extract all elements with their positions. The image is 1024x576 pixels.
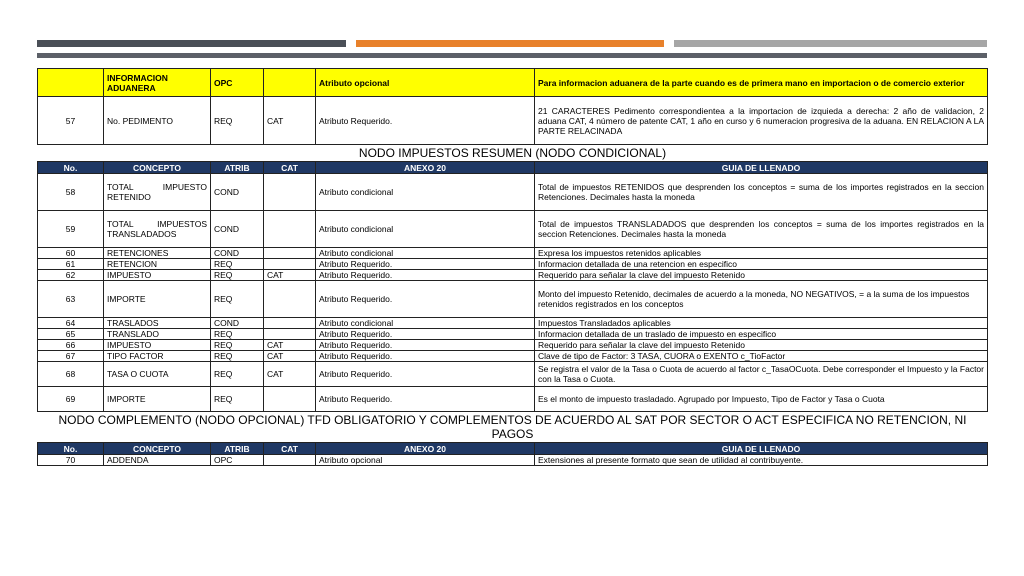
header-no: No. (38, 443, 104, 455)
cell-guia: Total de impuestos TRANSLADADOS que desprenden los conceptos = suma de los importes registrados en la seccion Retenciones. Decimales hasta la moneda (535, 211, 988, 248)
cell-guia: Requerido para señalar la clave del impuesto Retenido (535, 340, 988, 351)
cell-guia: Informacion detallada de una retencion en especifico (535, 259, 988, 270)
cell-anexo: Atributo Requerido. (316, 387, 535, 412)
cell-guia: Monto del impuesto Retenido, decimales de acuerdo a la moneda, NO NEGATIVOS, = a la suma de los impuestos retenidos registrados en los conceptos (535, 281, 988, 318)
cell-anexo: Atributo Requerido. (316, 340, 535, 351)
cell-guia: Extensiones al presente formato que sean de utilidad al contribuyente. (535, 455, 988, 466)
cell-cat: CAT (264, 351, 316, 362)
cell-no: 68 (38, 362, 104, 387)
cell-no: 70 (38, 455, 104, 466)
cell-anexo: Atributo Requerido. (316, 329, 535, 340)
cell-atrib: REQ (211, 329, 264, 340)
cell-guia: Expresa los impuestos retenidos aplicables (535, 248, 988, 259)
cell-cat (264, 455, 316, 466)
cell-cat: CAT (264, 97, 316, 145)
cell-atrib: REQ (211, 97, 264, 145)
header-guia: GUIA DE LLENADO (535, 443, 988, 455)
cell-no: 66 (38, 340, 104, 351)
cell-concepto: TRANSLADO (104, 329, 211, 340)
table-row (38, 248, 988, 259)
section-title-impuestos: NODO IMPUESTOS RESUMEN (NODO CONDICIONAL) (38, 145, 988, 162)
table-row (38, 455, 988, 466)
decorative-bar-underline (37, 53, 987, 58)
cell-concepto: ADDENDA (104, 455, 211, 466)
cell-cat (264, 259, 316, 270)
cell-no: 67 (38, 351, 104, 362)
cell-concepto: IMPORTE (104, 387, 211, 412)
table-row (38, 362, 988, 387)
header-atrib: ATRIB (211, 443, 264, 455)
cell-cat (264, 387, 316, 412)
table-row (38, 69, 988, 97)
cell-no: 63 (38, 281, 104, 318)
decorative-bar-orange (356, 40, 664, 47)
header-guia: GUIA DE LLENADO (535, 162, 988, 174)
cell-guia: Total de impuestos RETENIDOS que desprenden los conceptos = suma de los importes registrados en la seccion Retenciones. Decimales hasta la moneda (535, 174, 988, 211)
cell-anexo: Atributo opcional (316, 69, 535, 97)
table-row (38, 351, 988, 362)
column-header-row (38, 443, 988, 455)
cell-anexo: Atributo condicional (316, 318, 535, 329)
cell-atrib: REQ (211, 259, 264, 270)
cell-anexo: Atributo Requerido. (316, 259, 535, 270)
cell-cat (264, 329, 316, 340)
cell-concepto: IMPORTE (104, 281, 211, 318)
cell-anexo: Atributo condicional (316, 248, 535, 259)
cell-atrib: REQ (211, 270, 264, 281)
cell-concepto: RETENCION (104, 259, 211, 270)
table-row (38, 329, 988, 340)
cell-concepto: IMPUESTO (104, 270, 211, 281)
cell-guia: 21 CARACTERES Pedimento correspondientea a la importacion de izquieda a derecha: 2 año de validacion, 2 aduana CAT, 4 número de patente CAT, 1 año en curso y 6 numeracion progresiva de la aduana. EN RELACION A LA PARTE RELACINADA (535, 97, 988, 145)
cell-cat (264, 174, 316, 211)
decorative-bar-gray (674, 40, 987, 47)
cell-no: 57 (38, 97, 104, 145)
cell-guia: Requerido para señalar la clave del impuesto Retenido (535, 270, 988, 281)
cell-guia: Para informacion aduanera de la parte cuando es de primera mano en importacion o de comercio exterior (535, 69, 988, 97)
table-row (38, 97, 988, 145)
cell-no: 69 (38, 387, 104, 412)
cell-anexo: Atributo condicional (316, 174, 535, 211)
section-title-complemento: NODO COMPLEMENTO (NODO OPCIONAL) TFD OBLIGATORIO Y COMPLEMENTOS DE ACUERDO AL SAT POR SECTOR O ACT ESPECIFICA NO RETENCION, NI PAGOS (38, 412, 988, 443)
cell-atrib: OPC (211, 69, 264, 97)
cell-guia: Se registra el valor de la Tasa o Cuota de acuerdo al factor c_TasaOCuota. Debe corresponder el Impuesto y la Factor con la Tasa o Cuota. (535, 362, 988, 387)
cell-atrib: COND (211, 318, 264, 329)
cell-atrib: COND (211, 211, 264, 248)
cell-cat (264, 69, 316, 97)
cell-no: 60 (38, 248, 104, 259)
cell-atrib: REQ (211, 362, 264, 387)
table-row (38, 318, 988, 329)
cell-no: 64 (38, 318, 104, 329)
table-row (38, 211, 988, 248)
column-header-row (38, 162, 988, 174)
cell-concepto: TOTAL IMPUESTO RETENIDO (104, 174, 211, 211)
table-row (38, 281, 988, 318)
cell-concepto: IMPUESTO (104, 340, 211, 351)
cell-atrib: COND (211, 174, 264, 211)
decorative-bar-dark (37, 40, 346, 47)
cell-concepto: TOTAL IMPUESTOS TRANSLADADOS (104, 211, 211, 248)
cell-anexo: Atributo condicional (316, 211, 535, 248)
cell-no (38, 69, 104, 97)
header-concepto: CONCEPTO (104, 443, 211, 455)
cell-atrib: REQ (211, 340, 264, 351)
cell-concepto: TRASLADOS (104, 318, 211, 329)
cell-anexo: Atributo Requerido. (316, 97, 535, 145)
cell-no: 62 (38, 270, 104, 281)
cell-no: 61 (38, 259, 104, 270)
cell-cat: CAT (264, 270, 316, 281)
cell-concepto: TIPO FACTOR (104, 351, 211, 362)
cell-cat (264, 318, 316, 329)
cell-anexo: Atributo Requerido. (316, 281, 535, 318)
cell-anexo: Atributo opcional (316, 455, 535, 466)
cell-atrib: OPC (211, 455, 264, 466)
cell-atrib: REQ (211, 351, 264, 362)
header-anexo: ANEXO 20 (316, 443, 535, 455)
table-row (38, 174, 988, 211)
cell-concepto: No. PEDIMENTO (104, 97, 211, 145)
cell-cat (264, 248, 316, 259)
cfdi-guide-table (37, 68, 988, 466)
cell-no: 65 (38, 329, 104, 340)
header-atrib: ATRIB (211, 162, 264, 174)
header-concepto: CONCEPTO (104, 162, 211, 174)
cell-concepto: RETENCIONES (104, 248, 211, 259)
cell-cat (264, 211, 316, 248)
cell-cat (264, 281, 316, 318)
section-title-row (38, 145, 988, 162)
table-row (38, 259, 988, 270)
cell-guia: Impuestos Transladados aplicables (535, 318, 988, 329)
cell-concepto: TASA O CUOTA (104, 362, 211, 387)
cell-atrib: COND (211, 248, 264, 259)
cell-anexo: Atributo Requerido. (316, 351, 535, 362)
cell-atrib: REQ (211, 387, 264, 412)
section-title-row (38, 412, 988, 443)
cell-no: 59 (38, 211, 104, 248)
cell-guia: Informacion detallada de un traslado de impuesto en especifico (535, 329, 988, 340)
cell-cat: CAT (264, 340, 316, 351)
table-row (38, 387, 988, 412)
cell-anexo: Atributo Requerido. (316, 270, 535, 281)
cell-cat: CAT (264, 362, 316, 387)
cell-anexo: Atributo Requerido. (316, 362, 535, 387)
header-no: No. (38, 162, 104, 174)
cell-guia: Es el monto de impuesto trasladado. Agrupado por Impuesto, Tipo de Factor y Tasa o Cuota (535, 387, 988, 412)
cell-concepto: INFORMACION ADUANERA (104, 69, 211, 97)
table-row (38, 340, 988, 351)
header-anexo: ANEXO 20 (316, 162, 535, 174)
header-cat: CAT (264, 162, 316, 174)
table-row (38, 270, 988, 281)
header-cat: CAT (264, 443, 316, 455)
cell-guia: Clave de tipo de Factor: 3 TASA, CUORA o EXENTO c_TioFactor (535, 351, 988, 362)
cell-no: 58 (38, 174, 104, 211)
cell-atrib: REQ (211, 281, 264, 318)
